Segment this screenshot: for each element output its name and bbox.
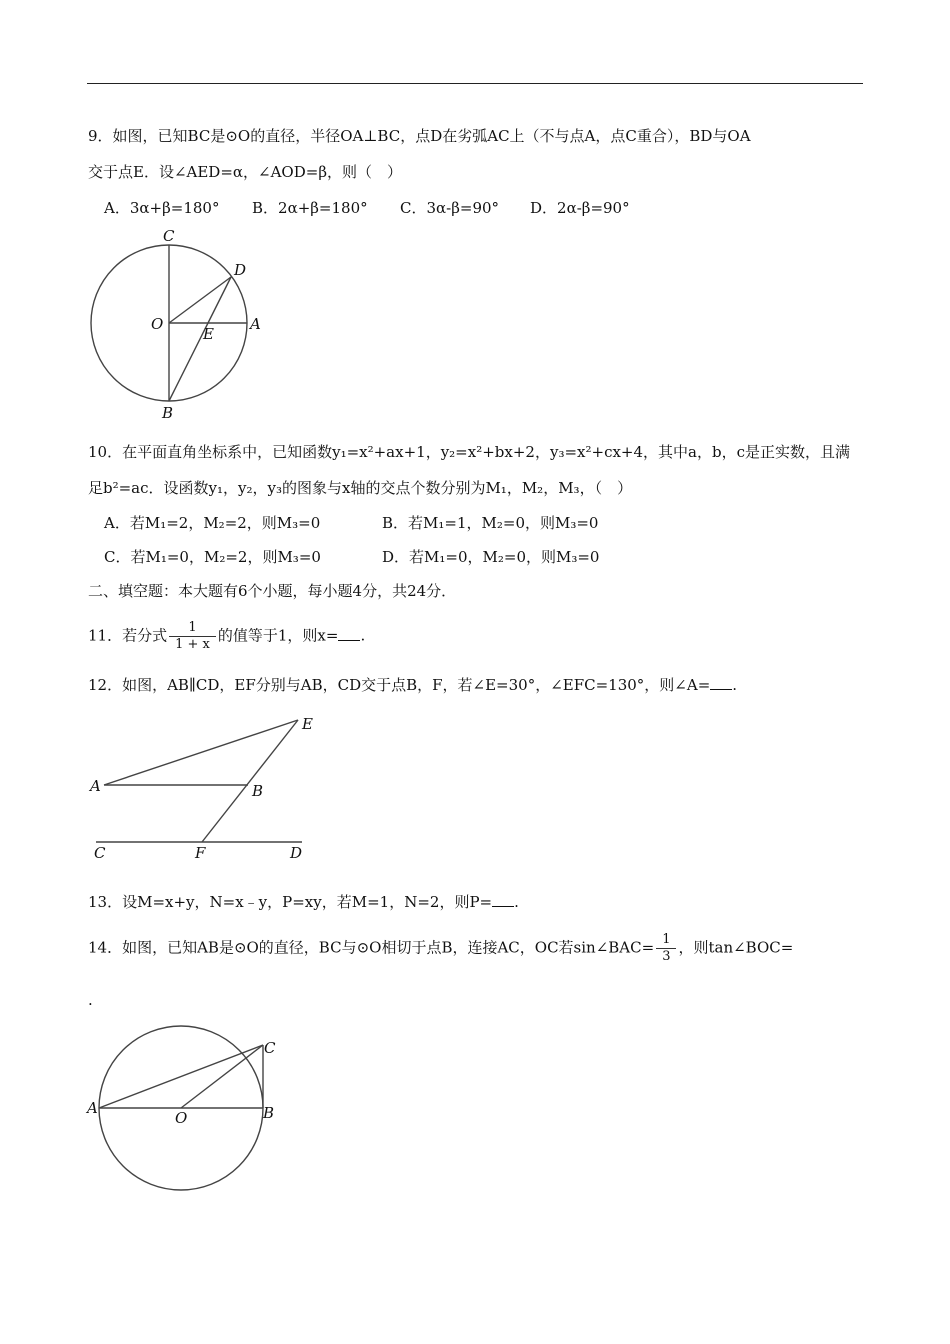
q14-circle-tangent-figure	[86, 1026, 306, 1196]
q14-text-before: 14．如图，已知AB是⊙O的直径，BC与⊙O相切于点B，连接AC，OC若sin∠BAC=	[88, 938, 655, 957]
q10-option-b: B．若M₁=1，M₂=0，则M₃=0	[382, 514, 599, 532]
q9-option-c: C．3α-β=90°	[400, 199, 500, 217]
q9-label-o: O	[151, 315, 164, 333]
q12-label-c: C	[94, 844, 106, 862]
section-fill-in-heading: 二、填空题：本大题有6个小题，每小题4分，共24分．	[88, 582, 457, 600]
q10-option-a: A．若M₁=2，M₂=2，则M₃=0	[104, 514, 321, 532]
q10-stem-line1: 10．在平面直角坐标系中，已知函数y₁=x²+ax+1，y₂=x²+bx+2，y₃=x²+cx+4，其中a，b，c是正实数，且满	[88, 443, 850, 461]
q9-label-d: D	[234, 261, 247, 279]
q14-segment-ac	[99, 1045, 263, 1108]
q9-label-c: C	[163, 227, 175, 245]
q14-fraction	[656, 932, 676, 965]
q14-frac-num: 1	[656, 932, 676, 949]
q9-stem-line1: 9．如图，已知BC是⊙O的直径，半径OA⊥BC，点D在劣弧AC上（不与点A，点C重合），BD与OA	[88, 127, 751, 145]
q14-label-a: A	[87, 1099, 98, 1117]
q12-label-d: D	[290, 844, 303, 862]
q11-text-after: 的值等于1，则x=	[217, 626, 339, 645]
q12-label-f: F	[195, 844, 206, 862]
q12-answer-blank[interactable]	[710, 676, 732, 690]
q11-end: .	[360, 626, 366, 645]
q14-segment-oc	[181, 1045, 263, 1108]
q14-label-b: B	[263, 1104, 275, 1122]
header-rule	[87, 83, 863, 84]
q13-text: 13．设M=x+y，N=x﹣y，P=xy，若M=1，N=2，则P=	[88, 893, 493, 911]
q12-label-a: A	[90, 777, 101, 795]
q14-label-c: C	[264, 1039, 276, 1057]
q12-line-ef	[202, 720, 298, 842]
q12-stem	[88, 675, 737, 695]
q10-option-d: D．若M₁=0，M₂=0，则M₃=0	[382, 548, 600, 566]
q10-stem-line2: 足b²=ac．设函数y₁，y₂，y₃的图象与x轴的交点个数分别为M₁，M₂，M₃，（ ）	[88, 479, 633, 497]
q14-frac-den: 3	[662, 949, 671, 964]
q10-option-c: C．若M₁=0，M₂=2，则M₃=0	[104, 548, 321, 566]
q13-answer-blank[interactable]	[492, 893, 514, 907]
q14-answer-line: .	[88, 991, 93, 1009]
q9-segment-bd	[169, 277, 231, 401]
q12-parallel-lines-figure	[88, 712, 328, 862]
q11-fraction	[169, 620, 216, 653]
q9-stem-line2: 交于点E．设∠AED=α，∠AOD=β，则（ ）	[88, 163, 402, 181]
q12-segment-ae	[104, 720, 298, 785]
q9-label-b: B	[162, 404, 174, 422]
q14-text-after: ，则tan∠BOC=	[678, 938, 794, 957]
q9-label-e: E	[203, 325, 214, 343]
q11-text-before: 11．若分式	[88, 626, 168, 645]
q13-stem	[88, 892, 519, 912]
q9-option-d: D．2α-β=90°	[530, 199, 630, 217]
q9-label-a: A	[250, 315, 261, 333]
q14-label-o: O	[175, 1109, 188, 1127]
q12-label-b: B	[252, 782, 264, 800]
q12-text: 12．如图，AB∥CD，EF分别与AB，CD交于点B，F，若∠E=30°，∠EFC=130°，则∠A=	[88, 676, 711, 694]
q13-end: .	[514, 893, 519, 911]
q11-frac-num: 1	[169, 620, 216, 637]
q9-option-b: B．2α+β=180°	[252, 199, 368, 217]
q12-end: .	[732, 676, 738, 694]
q14-stem	[88, 932, 864, 965]
q11-answer-blank[interactable]	[338, 627, 360, 641]
q12-label-e: E	[302, 715, 313, 733]
q9-option-a: A．3α+β=180°	[104, 199, 220, 217]
q11-stem	[88, 620, 365, 653]
q9-circle-figure	[80, 222, 280, 422]
q9-segment-od	[169, 277, 231, 323]
q11-frac-den: 1 + x	[175, 637, 210, 652]
